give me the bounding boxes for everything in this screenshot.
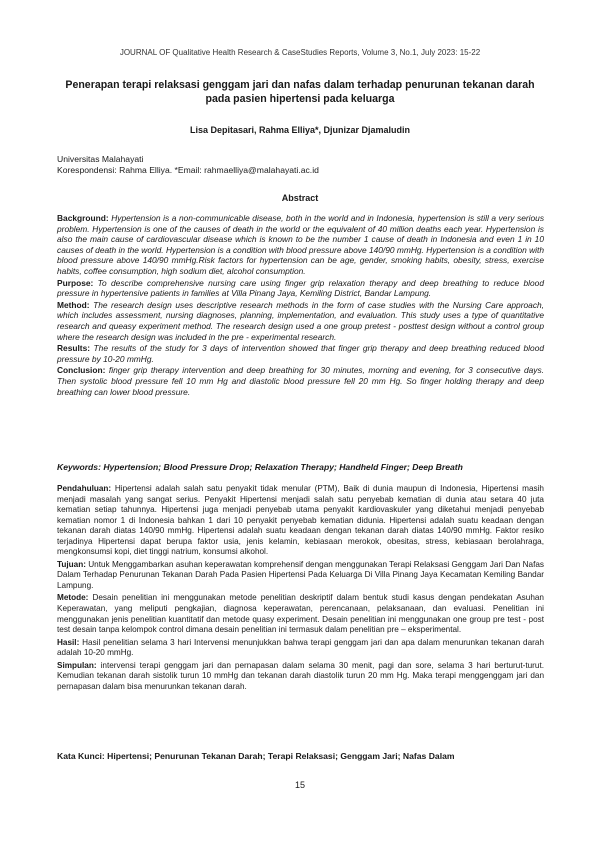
- purpose-label: Purpose:: [57, 277, 94, 288]
- method-label: Method:: [57, 299, 90, 310]
- abstract-conclusion: [57, 365, 544, 397]
- abstrak-pendahuluan: [57, 484, 544, 558]
- abstrak-section: [57, 484, 544, 694]
- hasil-label: Hasil:: [57, 637, 80, 647]
- results-label: Results:: [57, 343, 91, 354]
- hasil-text: Hasil penelitian selama 3 hari Intervensi menunjukkan bahwa terapi genggam jari dan apa dalam menurunkan tekanan darah adalah 10-20 mmHg.: [57, 637, 544, 658]
- simpulan-label: Simpulan:: [57, 660, 97, 670]
- abstrak-tujuan: [57, 560, 544, 592]
- page-number: 15: [294, 780, 305, 790]
- abstract-results: [57, 343, 544, 364]
- abstract-method: [57, 300, 544, 342]
- metode-text: Desain penelitian ini menggunakan metode penelitian deskriptif dalam bentuk studi kasus dengan pendekatan Asuhan Keperawatan, yang meliputi pengkajian, diagnosa keperawatan, perencanaan, pelaksanaan, dan evaluasi. Penelitian ini menggunakan jenis penelitian kuantitatif dan metode quasy experiment. Desain penelitian ini menggunakan one group pre test - post test desain tanpa kelompok control dimana desain penelitian ini termasuk dalam penelitian pre – eksperimental.: [57, 593, 544, 635]
- tujuan-text: Untuk Menggambarkan asuhan keperawatan komprehensif dengan menggunakan Terapi Relaksasi Genggam Jari Dan Nafas Dalam Terhadap Penurunan Tekanan Darah Pada Pasien Hipertensi Pada Keluarga Di Villa Pinang Jaya Kecamatan Kemiling Bandar Lampung.: [57, 559, 545, 590]
- correspondence: Korespondensi: Rahma Elliya. *Email: rahmaelliya@malahayati.ac.id: [57, 165, 319, 175]
- purpose-text: To describe comprehensive nursing care using finger grip relaxation therapy and deep breathing to reduce blood pressure in hypertensive patients in families at Villa Pinang Jaya, Kemiling District, Bandar Lampung.: [57, 277, 544, 299]
- conclusion-label: Conclusion:: [57, 365, 106, 376]
- background-text: Hypertension is a non-communicable disease, both in the world and in Indonesia, hypertension is still a very serious problem. Hypertension is one of the causes of death in the world or the equivalent of 40 million deaths each year. Hypertension is also the main cause of cardiovascular disease which is known to be the number 1 cause of death in Indonesia and even 1 in 10 causes of death in the world. Hypertension is a condition with blood pressure above 140/90 mmHg. Hypertension is a condition with blood pressure above 140/90 mmHg.Risk factors for hypertension can be age, gender, smoking habits, obesity, stress, exercise habits, coffee consumption, high sodium diet, alcohol consumption.: [57, 213, 545, 276]
- abstract-purpose: [57, 278, 544, 299]
- tujuan-label: Tujuan:: [57, 559, 86, 569]
- abstract-section: [57, 213, 544, 398]
- abstrak-simpulan: [57, 661, 544, 693]
- metode-label: Metode:: [57, 593, 89, 603]
- abstract-heading: Abstract: [281, 193, 319, 203]
- abstrak-hasil: [57, 638, 544, 659]
- journal-header: JOURNAL OF Qualitative Health Research & CaseStudies Reports, Volume 3, No.1, July 2023: 15-22: [119, 48, 481, 57]
- conclusion-text: finger grip therapy intervention and deep breathing for 30 minutes, morning and evening, for 3 consecutive days. Then systolic blood pressure fell 10 mm Hg and diastolic blood pressure fell 20 mm Hg. So finger holding therapy and deep breathing can lower blood pressure.: [57, 365, 545, 397]
- abstract-background: [57, 213, 544, 277]
- keywords-english: Keywords: Hypertension; Blood Pressure Drop; Relaxation Therapy; Handheld Finger; Deep Breath: [57, 462, 463, 472]
- affiliation-block: [57, 154, 319, 176]
- abstrak-metode: [57, 593, 544, 635]
- pendahuluan-label: Pendahuluan:: [57, 484, 112, 493]
- pendahuluan-text: Hipertensi adalah salah satu penyakit tidak menular (PTM), Baik di dunia maupun di Indonesia, Hipertensi masih menjadi masalah yang sangat serius. Penyakit Hipertensi menjadi salah satu penyebab kematian di dunia atau setara 40 juta kematian setiap tahunnya. Hipertensi juga menjadi penyebab utama penyakit kardiovaskuler yang diketahui menjadi penyebab kematian nomor 1 di Indonesia bahkan 1 dari 10 penyakit penyebab kematian didunia. Hipertensi adalah suatu keadaan dengan tekanan darah diatas 140/90 mmHg. Hipertensi adalah suatu keadaan dengan tekanan darah diatas 140/90 mmHg. Faktor resiko terjadinya Hipertensi dapat berupa faktor usia, jenis kelamin, kebiasaan merokok, obesitas, stress, kebiasaan berolahraga, mengkonsumsi kopi, diet tinggi natrium, konsumsi alkohol.: [57, 484, 544, 557]
- method-text: The research design uses descriptive research methods in the form of case studies with the Nursing Care approach, which includes assessment, nursing diagnoses, planning, implementation, and evaluation. This study uses a type of quantitative research and queasy experiment method. The research design used a one group pretest - posttest design without a control group where the research design was included in the pre - experimental research.: [57, 299, 544, 342]
- background-label: Background:: [57, 213, 109, 223]
- keywords-indonesian: Kata Kunci: Hipertensi; Penurunan Tekanan Darah; Terapi Relaksasi; Genggam Jari; Nafas Dalam: [57, 751, 455, 761]
- affiliation: Universitas Malahayati: [57, 154, 144, 164]
- paper-title: Penerapan terapi relaksasi genggam jari dan nafas dalam terhadap penurunan tekanan darah pada pasien hipertensi pada keluarga: [65, 79, 535, 105]
- author-list: Lisa Depitasari, Rahma Elliya*, Djunizar Djamaludin: [189, 125, 411, 135]
- simpulan-text: intervensi terapi genggam jari dan pernapasan dalam selama 30 menit, pagi dan sore, selama 3 hari berturut-turut. Kemudian tekanan darah sistolik turun 10 mmHg dan tekanan darah diastolik turun 20 mm Hg. Maka terapi menggenggam jari dan pernapasan dalam bisa menurunkan tekanan darah.: [57, 660, 545, 691]
- results-text: The results of the study for 3 days of intervention showed that finger grip therapy and deep breathing reduced blood pressure by 10-20 mmHg.: [57, 343, 545, 364]
